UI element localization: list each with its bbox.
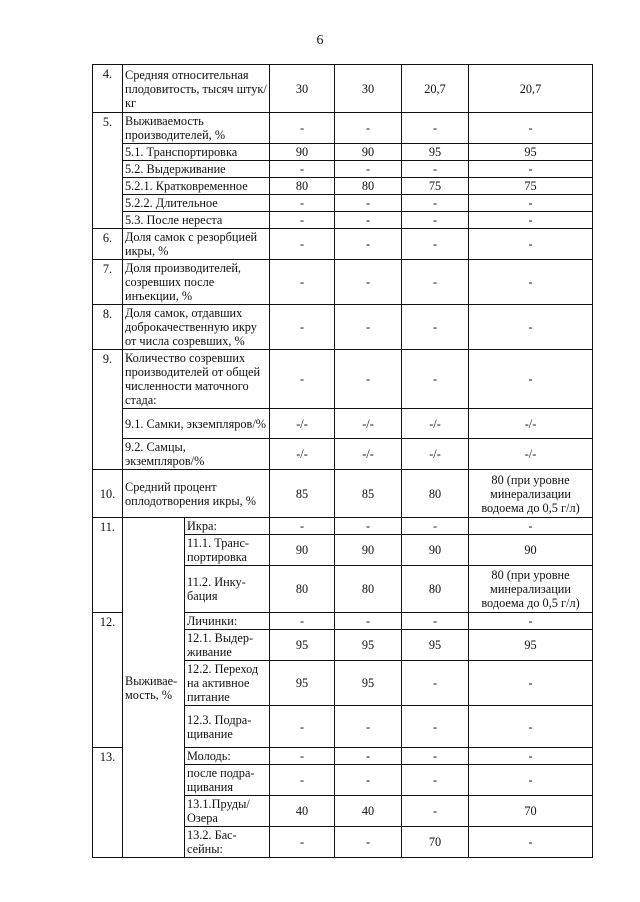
row-label: 5.3. После нереста bbox=[123, 212, 270, 229]
value-cell: - bbox=[469, 350, 593, 409]
table-row bbox=[93, 212, 593, 229]
survival-label: Выживае-мость, % bbox=[123, 518, 185, 858]
value-cell: - bbox=[335, 113, 402, 144]
value-cell: 80 bbox=[402, 470, 469, 518]
row-number: 8. bbox=[93, 305, 123, 350]
value-cell: 90 bbox=[469, 535, 593, 566]
row-label: Доля производителей, созревших после инъекции, % bbox=[123, 260, 270, 305]
value-cell: - bbox=[402, 518, 469, 535]
value-cell: 70 bbox=[402, 827, 469, 858]
value-cell: 75 bbox=[469, 178, 593, 195]
value-cell: - bbox=[402, 161, 469, 178]
value-cell: - bbox=[335, 827, 402, 858]
value-cell: 80 bbox=[335, 178, 402, 195]
value-cell: - bbox=[270, 827, 335, 858]
value-cell: - bbox=[469, 706, 593, 748]
table-row bbox=[93, 439, 593, 470]
value-cell: - bbox=[270, 113, 335, 144]
table-row bbox=[93, 161, 593, 178]
table-row bbox=[93, 229, 593, 260]
value-cell: - bbox=[270, 613, 335, 630]
row-label: Молодь: bbox=[185, 748, 270, 765]
value-cell: 95 bbox=[402, 630, 469, 661]
value-cell: -/- bbox=[270, 439, 335, 470]
value-cell: 80 (при уровне минерализации водоема до 0,5 г/л) bbox=[469, 470, 593, 518]
row-label: 9.2. Самцы, экземпляров/% bbox=[123, 439, 270, 470]
row-label: 5.2. Выдерживание bbox=[123, 161, 270, 178]
value-cell: 40 bbox=[270, 796, 335, 827]
row-number: 7. bbox=[93, 260, 123, 305]
value-cell: 80 bbox=[270, 566, 335, 613]
row-number: 11. bbox=[93, 518, 123, 613]
fish-breeding-standards-table bbox=[92, 64, 593, 858]
row-label: 5.2.2. Длительное bbox=[123, 195, 270, 212]
row-label: 12.1. Выдер-живание bbox=[185, 630, 270, 661]
value-cell: 95 bbox=[335, 630, 402, 661]
value-cell: - bbox=[402, 260, 469, 305]
value-cell: - bbox=[469, 260, 593, 305]
value-cell: - bbox=[335, 518, 402, 535]
value-cell: 85 bbox=[335, 470, 402, 518]
value-cell: - bbox=[402, 350, 469, 409]
row-number: 5. bbox=[93, 113, 123, 229]
row-number: 9. bbox=[93, 350, 123, 470]
row-label: 9.1. Самки, экземпляров/% bbox=[123, 409, 270, 439]
value-cell: - bbox=[402, 195, 469, 212]
row-number: 13. bbox=[93, 748, 123, 858]
value-cell: 90 bbox=[335, 535, 402, 566]
value-cell: 80 (при уровне минерализации водоема до 0,5 г/л) bbox=[469, 566, 593, 613]
row-label: 13.1.Пруды/ Озера bbox=[185, 796, 270, 827]
value-cell: -/- bbox=[335, 439, 402, 470]
value-cell: 95 bbox=[335, 661, 402, 706]
value-cell: - bbox=[469, 305, 593, 350]
table-row bbox=[93, 350, 593, 409]
row-label: Средний процент оплодотворения икры, % bbox=[123, 470, 270, 518]
value-cell: - bbox=[270, 706, 335, 748]
value-cell: - bbox=[270, 305, 335, 350]
value-cell: - bbox=[402, 305, 469, 350]
value-cell: 75 bbox=[402, 178, 469, 195]
value-cell: -/- bbox=[402, 409, 469, 439]
value-cell: - bbox=[270, 765, 335, 796]
row-label: 12.2. Переход на активное питание bbox=[185, 661, 270, 706]
table-row bbox=[93, 113, 593, 144]
row-label: Икра: bbox=[185, 518, 270, 535]
table-row bbox=[93, 144, 593, 161]
value-cell: 95 bbox=[402, 144, 469, 161]
value-cell: 90 bbox=[270, 535, 335, 566]
value-cell: -/- bbox=[469, 409, 593, 439]
value-cell: - bbox=[270, 161, 335, 178]
table-row bbox=[93, 470, 593, 518]
value-cell: -/- bbox=[469, 439, 593, 470]
value-cell: - bbox=[469, 229, 593, 260]
table-row bbox=[93, 195, 593, 212]
value-cell: - bbox=[335, 161, 402, 178]
value-cell: - bbox=[270, 195, 335, 212]
value-cell: - bbox=[402, 661, 469, 706]
value-cell: - bbox=[469, 161, 593, 178]
value-cell: -/- bbox=[270, 409, 335, 439]
value-cell: - bbox=[402, 229, 469, 260]
value-cell: - bbox=[402, 796, 469, 827]
table-row bbox=[93, 178, 593, 195]
value-cell: - bbox=[270, 748, 335, 765]
value-cell: - bbox=[335, 706, 402, 748]
value-cell: 80 bbox=[270, 178, 335, 195]
value-cell: - bbox=[402, 613, 469, 630]
row-label: Количество созревших производителей от общей численности маточного стада: bbox=[123, 350, 270, 409]
row-label: после подра-щивания bbox=[185, 765, 270, 796]
value-cell: - bbox=[402, 765, 469, 796]
row-label: 5.2.1. Кратковременное bbox=[123, 178, 270, 195]
row-label: 5.1. Транспортировка bbox=[123, 144, 270, 161]
value-cell: 20,7 bbox=[402, 65, 469, 113]
value-cell: - bbox=[335, 229, 402, 260]
value-cell: 95 bbox=[270, 661, 335, 706]
value-cell: - bbox=[335, 748, 402, 765]
table-row bbox=[93, 65, 593, 113]
row-number: 4. bbox=[93, 65, 123, 113]
value-cell: - bbox=[469, 113, 593, 144]
value-cell: 90 bbox=[270, 144, 335, 161]
row-number: 6. bbox=[93, 229, 123, 260]
row-number: 12. bbox=[93, 613, 123, 748]
value-cell: - bbox=[335, 195, 402, 212]
table-row bbox=[93, 305, 593, 350]
row-label: 12.3. Подра-щивание bbox=[185, 706, 270, 748]
value-cell: - bbox=[270, 518, 335, 535]
value-cell: - bbox=[335, 350, 402, 409]
value-cell: - bbox=[270, 212, 335, 229]
row-label: Доля самок с резорбцией икры, % bbox=[123, 229, 270, 260]
value-cell: 80 bbox=[402, 566, 469, 613]
value-cell: 95 bbox=[469, 144, 593, 161]
value-cell: - bbox=[469, 212, 593, 229]
row-label: 13.2. Бас-сейны: bbox=[185, 827, 270, 858]
row-label: Личинки: bbox=[185, 613, 270, 630]
value-cell: - bbox=[469, 613, 593, 630]
value-cell: - bbox=[270, 260, 335, 305]
value-cell: - bbox=[335, 305, 402, 350]
table-row bbox=[93, 409, 593, 439]
value-cell: 95 bbox=[469, 630, 593, 661]
value-cell: - bbox=[270, 229, 335, 260]
value-cell: 90 bbox=[335, 144, 402, 161]
value-cell: 40 bbox=[335, 796, 402, 827]
value-cell: - bbox=[469, 827, 593, 858]
value-cell: - bbox=[270, 350, 335, 409]
row-label: Средняя относительная плодовитость, тысяч штук/кг bbox=[123, 65, 270, 113]
row-label: Выживаемость производителей, % bbox=[123, 113, 270, 144]
value-cell: 20,7 bbox=[469, 65, 593, 113]
row-label: 11.1. Транс-портировка bbox=[185, 535, 270, 566]
value-cell: 30 bbox=[270, 65, 335, 113]
value-cell: - bbox=[402, 212, 469, 229]
row-label: 11.2. Инку-бация bbox=[185, 566, 270, 613]
value-cell: - bbox=[335, 765, 402, 796]
value-cell: 95 bbox=[270, 630, 335, 661]
value-cell: -/- bbox=[335, 409, 402, 439]
value-cell: 85 bbox=[270, 470, 335, 518]
row-label: Доля самок, отдавших доброкачественную икру от числа созревших, % bbox=[123, 305, 270, 350]
value-cell: - bbox=[335, 613, 402, 630]
value-cell: - bbox=[469, 518, 593, 535]
value-cell: - bbox=[402, 706, 469, 748]
value-cell: - bbox=[402, 113, 469, 144]
table-row bbox=[93, 260, 593, 305]
value-cell: - bbox=[469, 661, 593, 706]
value-cell: - bbox=[335, 260, 402, 305]
row-number: 10. bbox=[93, 470, 123, 518]
value-cell: - bbox=[402, 748, 469, 765]
value-cell: 70 bbox=[469, 796, 593, 827]
value-cell: 90 bbox=[402, 535, 469, 566]
value-cell: - bbox=[469, 765, 593, 796]
value-cell: 80 bbox=[335, 566, 402, 613]
value-cell: 30 bbox=[335, 65, 402, 113]
value-cell: - bbox=[335, 212, 402, 229]
page-number: 6 bbox=[316, 33, 324, 48]
table-row bbox=[93, 518, 593, 535]
value-cell: - bbox=[469, 195, 593, 212]
value-cell: -/- bbox=[402, 439, 469, 470]
value-cell: - bbox=[469, 748, 593, 765]
